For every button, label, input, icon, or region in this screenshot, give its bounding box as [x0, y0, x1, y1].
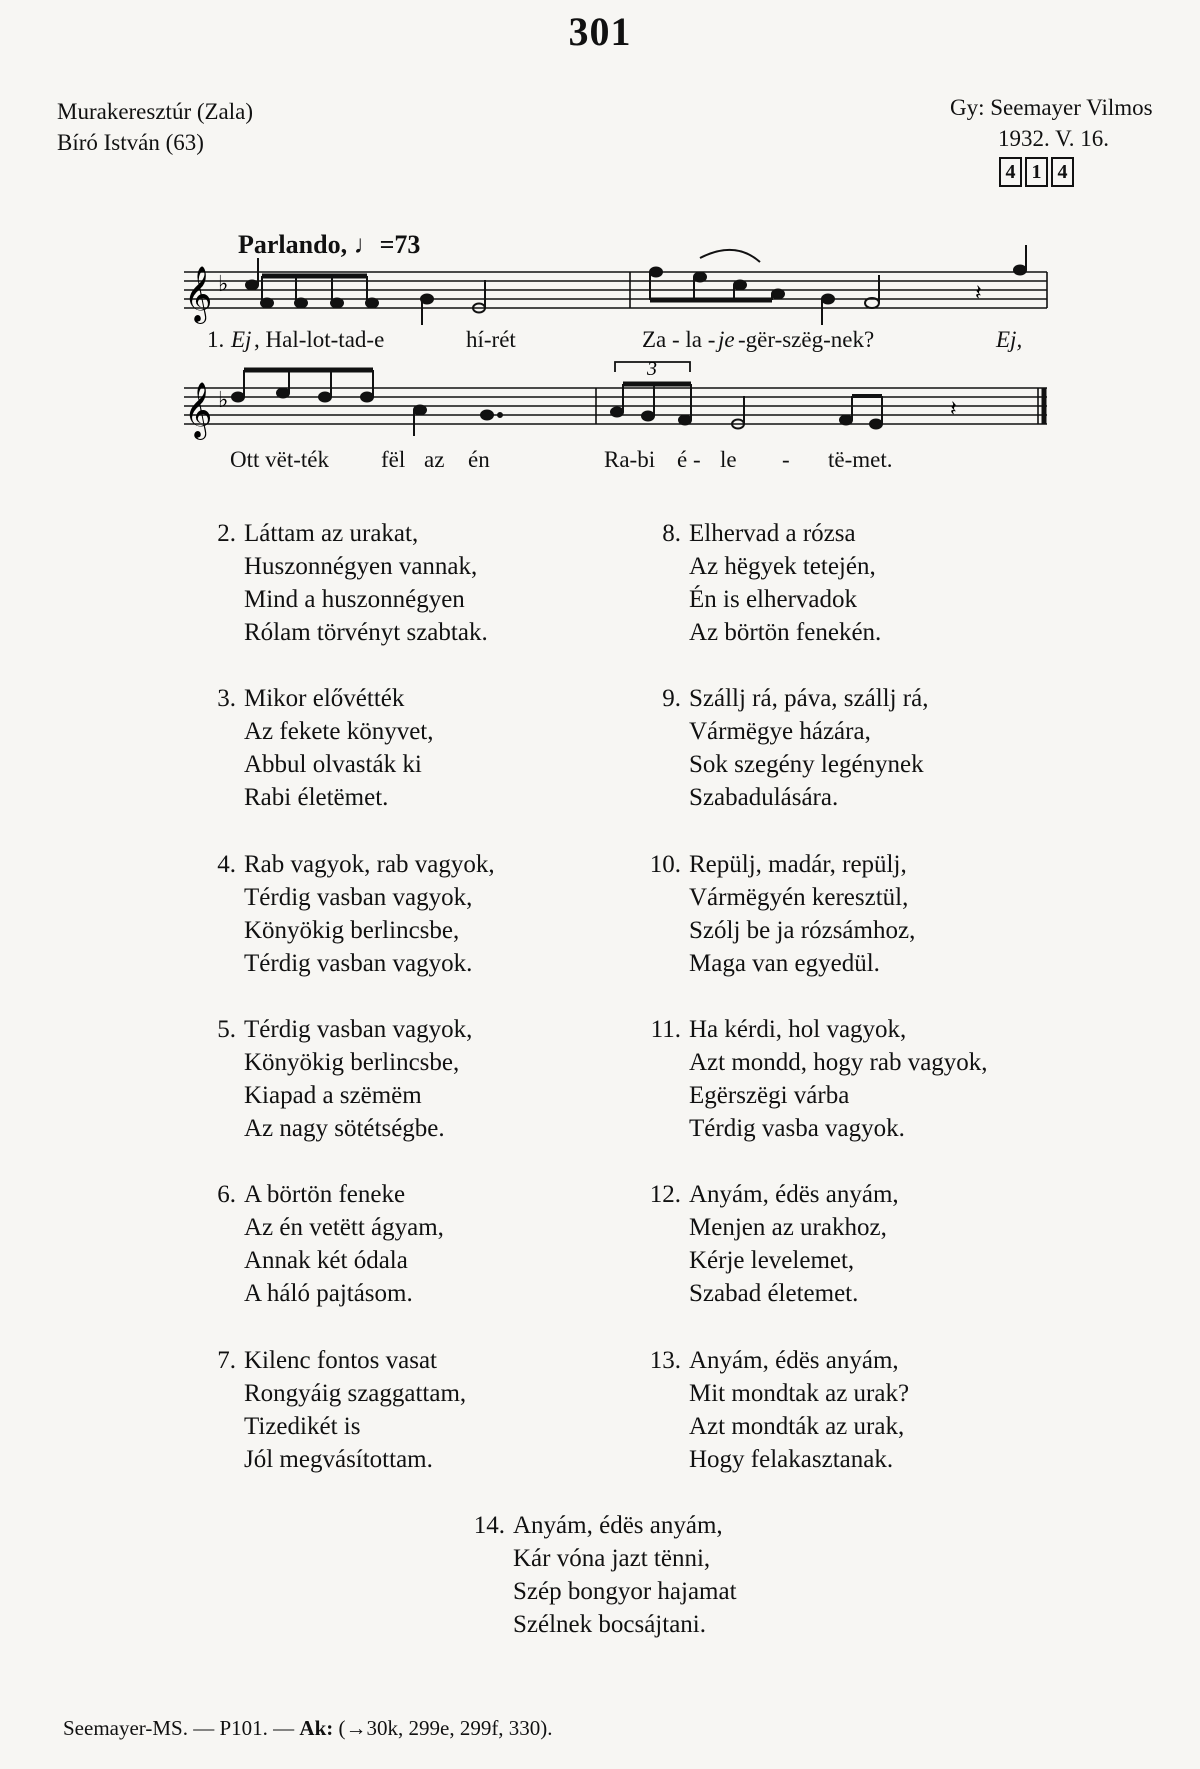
stanza-number: 9.: [662, 685, 681, 712]
stanza-number: 8.: [662, 520, 681, 547]
lyric-syllable: -: [782, 447, 790, 472]
stanza-line: Szólj be ja rózsámhoz,: [689, 917, 916, 944]
lyric-verse-number: 1.: [207, 327, 225, 352]
flat-icon: ♭: [218, 272, 229, 297]
tempo-value: =73: [379, 230, 421, 259]
stanza-number: 5.: [217, 1016, 236, 1043]
stanza-6: [200, 1178, 700, 1310]
stanza-line: Szabad életemet.: [689, 1280, 859, 1307]
rest-icon: 𝄽: [950, 397, 957, 422]
stanza-line: Abbul olvasták ki: [244, 751, 422, 778]
stanza-line: Azt mondd, hogy rab vagyok,: [689, 1049, 988, 1076]
lyric-syllable: , Hal-lot-tad-e: [254, 327, 385, 352]
stanza-13: [645, 1344, 1145, 1476]
stanza-9: [645, 682, 1145, 814]
stanza-line: Térdig vasban vagyok.: [244, 950, 473, 977]
class-box: 1: [1025, 157, 1048, 187]
lyric-syllable: fël: [381, 447, 406, 472]
footer-source: Seemayer-MS. — P101. —: [63, 1716, 300, 1740]
stanza-line: Jól megvásítottam.: [244, 1446, 433, 1473]
stanza-line: Kilenc fontos vasat: [244, 1347, 438, 1374]
stanza-7: [200, 1344, 700, 1476]
class-box: 4: [1051, 157, 1074, 187]
stanza-line: Kár vóna jazt tënni,: [513, 1545, 711, 1572]
lyric-syllable: Ott vët-ték: [230, 447, 329, 472]
page-number: 301: [568, 9, 632, 54]
quarter-note-icon: ♩: [353, 230, 380, 259]
treble-clef-icon: 𝄞: [184, 266, 213, 322]
tempo-label: Parlando,: [238, 230, 348, 259]
lyric-syllable: -gër-szëg-nek?: [738, 327, 875, 352]
stanza-line: Rólam törvényt szabtak.: [244, 619, 488, 646]
stanza-number: 7.: [217, 1347, 236, 1374]
lyric-syllable: le: [720, 447, 737, 472]
stanza-line: Mind a huszonnégyen: [244, 586, 465, 613]
treble-clef-icon: 𝄞: [184, 382, 213, 438]
stanza-10: [645, 848, 1145, 980]
flat-icon: ♭: [218, 388, 229, 413]
stanza-line: Könyökig berlincsbe,: [244, 1049, 460, 1076]
collector-label: Gy: Seemayer Vilmos: [950, 95, 1153, 120]
stanza-line: Szabadulására.: [689, 784, 839, 811]
date-label: 1932. V. 16.: [998, 126, 1109, 151]
stanza-line: Vármëgyén keresztül,: [689, 884, 909, 911]
stanza-number: 14.: [473, 1512, 505, 1539]
notes-line-2: [232, 370, 882, 436]
lyric-syllable: Ej,: [996, 327, 1023, 352]
stanza-12: [645, 1178, 1145, 1310]
stanza-line: Repülj, madár, repülj,: [689, 851, 907, 878]
stanza-line: Sok szegény legénynek: [689, 751, 924, 778]
stanza-line: Rabi életëmet.: [244, 784, 389, 811]
stanza-line: Én is elhervadok: [689, 586, 858, 613]
rest-icon: 𝄽: [975, 281, 982, 306]
footer-ak-label: Ak:: [299, 1716, 334, 1740]
stanza-line: Egërszëgi várba: [689, 1082, 850, 1109]
stanza-5: [200, 1013, 700, 1145]
stanza-line: Rab vagyok, rab vagyok,: [244, 851, 495, 878]
stanza-3: [200, 682, 700, 814]
stanza-line: Anyám, édës anyám,: [689, 1181, 899, 1208]
stanza-line: Kérje levelemet,: [689, 1247, 855, 1274]
stanza-line: Az börtön fenekén.: [689, 619, 882, 646]
stanza-4: [200, 848, 700, 980]
stanza-line: Az hëgyek tetején,: [689, 553, 876, 580]
lyric-syllable: Za - la -: [642, 327, 716, 352]
lyric-syllable: én: [468, 447, 490, 472]
stanza-8: [645, 517, 1145, 649]
stanza-number: 2.: [217, 520, 236, 547]
music-notation: [0, 0, 1200, 470]
triplet-label: 3: [647, 358, 657, 380]
lyric-syllable: të-met.: [828, 447, 893, 472]
stanza-number: 6.: [217, 1181, 236, 1208]
stanza-line: Térdig vasban vagyok,: [244, 1016, 473, 1043]
stanza-line: Maga van egyedül.: [689, 950, 880, 977]
stanza-line: Az fekete könyvet,: [244, 718, 434, 745]
footer-ak-refs: (→30k, 299e, 299f, 330).: [333, 1716, 553, 1740]
lyric-syllable: az: [424, 447, 445, 472]
stanza-line: Szép bongyor hajamat: [513, 1578, 737, 1605]
lyric-syllable: Ra-bi: [604, 447, 656, 472]
stanza-number: 12.: [649, 1181, 681, 1208]
stanza-line: Hogy felakasztanak.: [689, 1446, 894, 1473]
stanza-number: 13.: [649, 1347, 681, 1374]
notes-line-1: [246, 245, 1026, 325]
stanza-line: A börtön feneke: [244, 1181, 406, 1208]
place-label: Murakeresztúr (Zala): [57, 99, 254, 124]
stanza-number: 11.: [650, 1016, 681, 1043]
stanza-number: 4.: [217, 851, 236, 878]
stanza-line: Térdig vasban vagyok,: [244, 884, 473, 911]
stanza-line: Menjen az urakhoz,: [689, 1214, 887, 1241]
class-box: 4: [999, 157, 1022, 187]
stanza-line: Szállj rá, páva, szállj rá,: [689, 685, 929, 712]
source-footer: [63, 1716, 553, 1741]
stanza-line: Elhervad a rózsa: [689, 520, 856, 547]
stanza-number: 10.: [649, 851, 681, 878]
stanza-line: Annak két ódala: [244, 1247, 408, 1274]
stanza-line: A háló pajtásom.: [244, 1280, 413, 1307]
stanza-line: Mikor elővétték: [244, 685, 405, 712]
stanza-line: Láttam az urakat,: [244, 520, 419, 547]
staff-2: [184, 388, 1047, 424]
stanza-line: Térdig vasba vagyok.: [689, 1115, 905, 1142]
stanza-line: Azt mondták az urak,: [689, 1413, 905, 1440]
stanza-line: Huszonnégyen vannak,: [244, 553, 478, 580]
stanza-2: [200, 517, 700, 649]
stanza-line: Rongyáig szaggattam,: [244, 1380, 467, 1407]
lyric-syllable: je: [718, 327, 735, 352]
stanza-line: Kiapad a szëmëm: [244, 1082, 422, 1109]
stanza-line: Ha kérdi, hol vagyok,: [689, 1016, 907, 1043]
stanza-line: Szélnek bocsájtani.: [513, 1611, 706, 1638]
lyric-syllable: Ej: [231, 327, 252, 352]
stanza-14: [469, 1509, 969, 1641]
stanza-line: Az én vetëtt ágyam,: [244, 1214, 444, 1241]
singer-label: Bíró István (63): [57, 130, 204, 155]
stanza-line: Anyám, édës anyám,: [689, 1347, 899, 1374]
stanza-line: Az nagy sötétségbe.: [244, 1115, 445, 1142]
stanza-line: Tizedikét is: [244, 1413, 361, 1440]
lyric-syllable: hí-rét: [466, 327, 516, 352]
stanza-line: Mit mondtak az urak?: [689, 1380, 910, 1407]
stanza-line: Anyám, édës anyám,: [513, 1512, 723, 1539]
stanza-number: 3.: [217, 685, 236, 712]
stanza-line: Könyökig berlincsbe,: [244, 917, 460, 944]
lyric-syllable: é -: [677, 447, 701, 472]
stanza-11: [645, 1013, 1145, 1145]
stanza-line: Vármëgye házára,: [689, 718, 871, 745]
